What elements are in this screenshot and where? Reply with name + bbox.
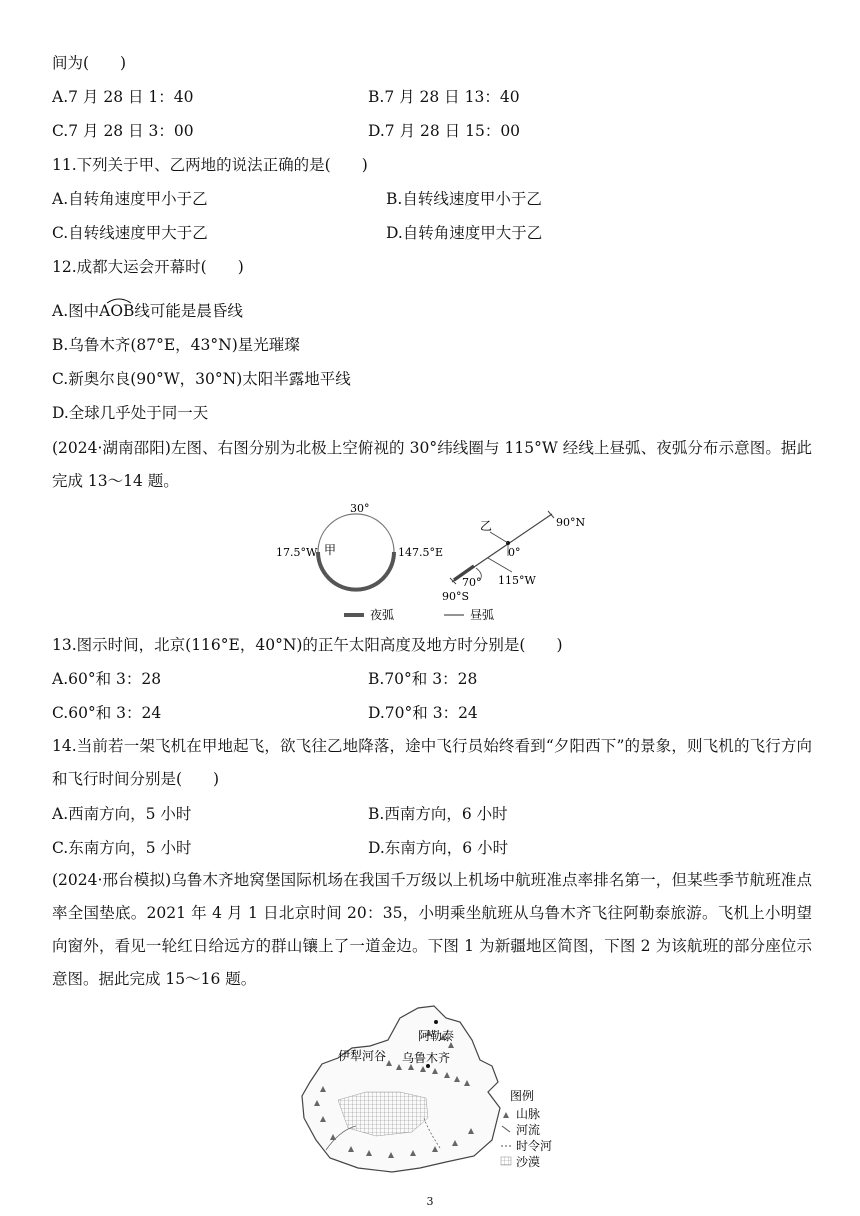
map-legend-title: 图例 — [510, 1089, 535, 1103]
q11-option-c: C.自转线速度甲大于乙 — [52, 224, 208, 242]
q10-option-c: C.7 月 28 日 3：00 — [52, 122, 194, 140]
q12-option-c: C.新奥尔良(90°W，30°N)太阳半露地平线 — [52, 370, 351, 388]
q10-option-d: D.7 月 28 日 15：00 — [368, 122, 521, 140]
q12-option-a: A.图中 AOB线可能是晨昏线 — [52, 300, 243, 322]
q12-option-b: B.乌鲁木齐(87°E，43°N)星光璀璨 — [52, 336, 300, 354]
q11-option-d: D.自转角速度甲大于乙 — [386, 224, 543, 242]
label-17-5w: 17.5°W — [276, 546, 318, 559]
q13-option-d: D.70°和 3：24 — [368, 704, 478, 722]
label-0deg: 0° — [508, 546, 521, 559]
label-115w: 115°W — [498, 574, 536, 587]
map-xinjiang — [296, 1000, 566, 1180]
map-legend-mountain: 山脉 — [516, 1107, 541, 1121]
map-label-altay: 阿勒泰 — [418, 1029, 455, 1043]
xinjiang-outline — [302, 1006, 500, 1172]
q11-option-a: A.自转角速度甲小于乙 — [52, 190, 208, 208]
q14-option-c: C.东南方向，5 小时 — [52, 839, 192, 857]
q13-option-c: C.60°和 3：24 — [52, 704, 162, 722]
latitude-circle-night-arc — [326, 575, 386, 590]
label-30deg: 30° — [350, 502, 370, 515]
q14-option-a: A.西南方向，5 小时 — [52, 805, 192, 823]
q11-option-b: B.自转线速度甲小于乙 — [386, 190, 542, 208]
map-legend-river: 河流 — [516, 1123, 541, 1137]
q14-stem: 14.当前若一架飞机在甲地起飞，欲飞往乙地降落，途中飞行员始终看到“夕阳西下”的景象，则飞机的飞行方向和飞行时间分别是( ) — [52, 737, 812, 788]
q14-option-d: D.东南方向，6 小时 — [368, 839, 509, 857]
map-legend-desert: 沙漠 — [516, 1155, 541, 1169]
page-number: 3 — [426, 1195, 434, 1208]
label-90n: 90°N — [556, 516, 586, 529]
intro-15-16: (2024·邢台模拟)乌鲁木齐地窝堡国际机场在我国千万级以上机场中航班准点率排名第一，但某些季节航班准点率全国垫底。2021 年 4 月 1 日北京时间 20：35，小明乘坐航班从乌鲁木齐飞往阿勒泰旅游。飞机上小明望向窗外，看见一轮红日给远方的群山镶上了一道金边。下图 1 为新疆地区简图，下图 2 为该航班的部分座位示意图。据此完成 15～16 题。 — [52, 871, 812, 988]
label-yi: 乙 — [480, 519, 493, 533]
label-70deg: 70° — [462, 576, 482, 589]
label-147-5e: 147.5°E — [398, 546, 444, 559]
q10-tail: 间为( ) — [52, 54, 127, 72]
map-legend-seasonal-river: 时令河 — [516, 1139, 553, 1153]
map-label-urumqi: 乌鲁木齐 — [402, 1051, 451, 1065]
arc-aob: AOB — [99, 300, 134, 322]
q12-option-d: D.全球几乎处于同一天 — [52, 404, 209, 422]
q14-option-b: B.西南方向，6 小时 — [368, 805, 508, 823]
q13-stem: 13.图示时间，北京(116°E，40°N)的正午太阳高度及地方时分别是( ) — [52, 636, 563, 654]
map-label-yili: 伊犁河谷 — [338, 1049, 387, 1063]
q10-option-b: B.7 月 28 日 13：40 — [368, 88, 520, 106]
label-90s: 90°S — [442, 590, 470, 603]
intro-13-14: (2024·湖南邵阳)左图、右图分别为北极上空俯视的 30°纬线圈与 115°W 经线上昼弧、夜弧分布示意图。据此完成 13～14 题。 — [52, 439, 812, 490]
q11-stem: 11.下列关于甲、乙两地的说法正确的是( ) — [52, 156, 368, 174]
q13-option-a: A.60°和 3：28 — [52, 670, 162, 688]
q12-stem: 12.成都大运会开幕时( ) — [52, 258, 244, 276]
figure-day-night-arcs — [270, 500, 610, 628]
legend-day-arc: 昼弧 — [470, 608, 495, 622]
q13-option-b: B.70°和 3：28 — [368, 670, 478, 688]
legend-night-arc: 夜弧 — [370, 608, 395, 622]
q10-option-a: A.7 月 28 日 1：40 — [52, 88, 194, 106]
label-jia: 甲 — [324, 543, 337, 557]
